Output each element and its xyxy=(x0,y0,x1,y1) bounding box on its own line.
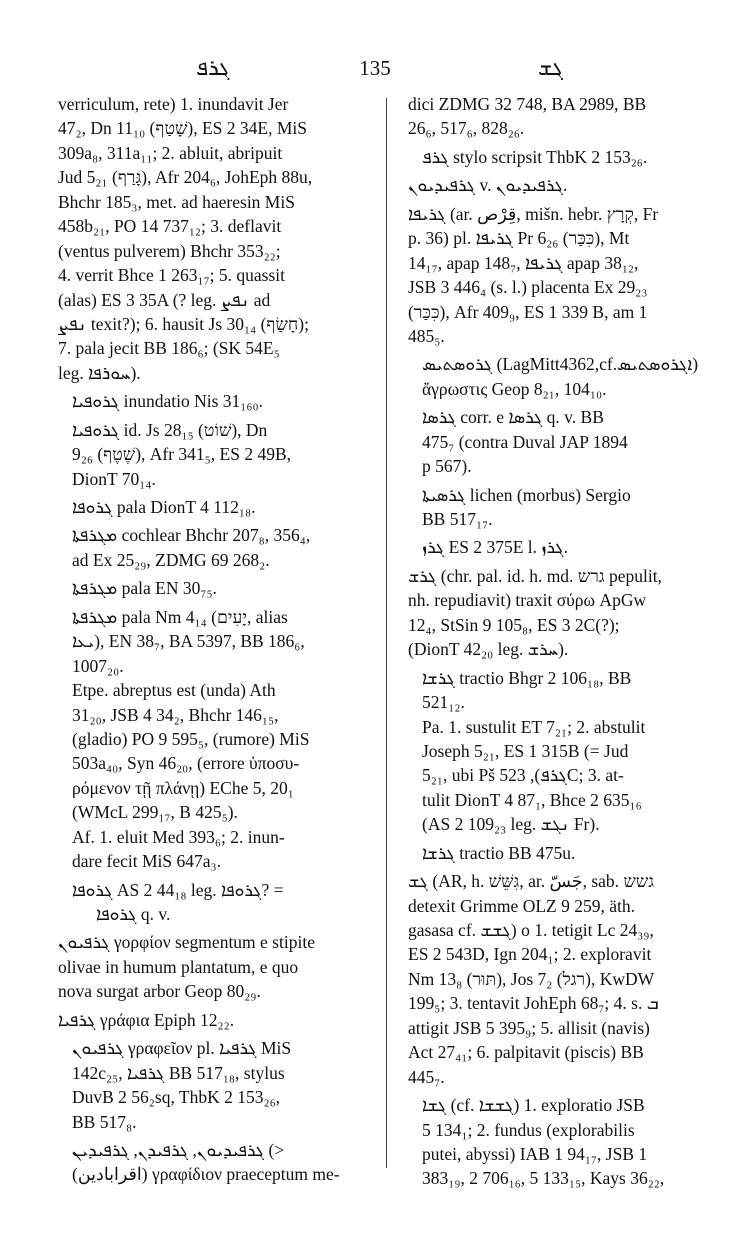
text-line: ܓܪܘܦܝܐ inundatio Nis 31₁₆₀. xyxy=(72,391,263,412)
text-line: ܓܪܘܦܝܐ id. Js 28₁₅ (שׁוֹט), Dn xyxy=(72,419,268,440)
text-line: ܓܫ (AR, h. גִּשֵּׁשׁ, ar. جَسّ, sab. גשש xyxy=(408,871,654,892)
text-line: (اقرابادين) γραφίδιον praeceptum me- xyxy=(72,1164,340,1185)
text-line: ES 2 543D, Ign 204₁; 2. exploravit xyxy=(408,944,652,965)
text-line: Jud 5₂₁ (גָּרַף), Afr 204₆, JohEph 88u, xyxy=(58,167,313,188)
text-line: ܓܪܦܝܐ γράφια Epiph 12₂₂. xyxy=(58,1009,235,1030)
text-line: ܓܪܫ (chr. pal. id. h. md. גרש pepulit, xyxy=(408,565,662,586)
text-line: 5₂₁, ubi Pš ܓܪܦ), 523C; 3. at- xyxy=(422,765,624,786)
text-line: Pa. 1. sustulit ET 7₂₁; 2. abstulit xyxy=(422,716,646,737)
text-line: 12₄, StSin 9 105₈, ES 3 2C(?); xyxy=(408,614,620,635)
text-line: (כִּכַּר), Afr 409₉, ES 1 339 B, am 1 xyxy=(408,301,648,322)
text-line: ܓܪܣܝܬܐ lichen (morbus) Sergio xyxy=(422,484,631,505)
text-line: ܢܦܨ texit?); 6. hausit Js 30₁₄ (חָשַׂף); xyxy=(58,313,309,334)
right-column xyxy=(408,92,714,1191)
text-line: 31₂₀, JSB 4 34₂, Bhchr 146₁₅, xyxy=(72,704,279,725)
text-line: tulit DionT 4 87₁, Bhce 2 635₁₆ xyxy=(422,789,642,810)
text-line: DionT 70₁₄. xyxy=(72,468,156,489)
text-line: 475₇ (contra Duval JAP 1894 xyxy=(422,431,628,452)
text-line: 14₁₇, apap 148₇, ܓܪܝܦܐ apap 38₁₂, xyxy=(408,252,639,273)
text-line: ܓܪܦܝܘܢ γραφεῖον pl. ܓܪܦܝܐ MiS xyxy=(72,1038,292,1059)
text-line: ܓܪܣܐ corr. e ܓܪܣܐ q. v. BB xyxy=(422,407,604,428)
text-line: dare fecit MiS 647a₃. xyxy=(72,851,221,872)
text-line: nh. repudiavit) traxit σύρω ApGw xyxy=(408,590,647,611)
text-line: ܓܪܝܦܐ (ar. قِرْص, mišn. hebr. קְרָץ, Fr xyxy=(408,203,659,224)
text-line: ܡܓܪܦܬܐ pala Nm 4₁₄ (יָעִים, alias xyxy=(72,606,288,627)
text-line: Af. 1. eluit Med 393₆; 2. inun- xyxy=(72,826,285,847)
text-line: ܓܪܙ ES 2 375E l. ܓܪܙ. xyxy=(422,537,568,558)
text-line: p 567). xyxy=(422,456,472,477)
text-line: ܓܪܘܦܐ AS 2 44₁₈ leg. ܓܪܘܦܐ? = xyxy=(72,879,284,900)
text-line: Bhchr 185₃, met. ad haeresin MiS xyxy=(58,191,295,212)
text-line: 458b₂₁, PO 14 737₁₂; 3. deflavit xyxy=(58,216,282,237)
left-column xyxy=(58,92,370,1187)
text-line: Nm 13₈ (תּוּר), Jos 7₂ (רגל), KwDW xyxy=(408,968,655,989)
text-line: Act 27₄₁; 6. palpitavit (piscis) BB xyxy=(408,1042,644,1063)
text-line: (DionT 42₂₀ leg. ܚܪܫ). xyxy=(408,639,569,660)
page-number: 135 xyxy=(359,56,391,80)
header-left-word: ܓܪܦ xyxy=(196,56,230,81)
text-line: ad Ex 25₂₉, ZDMG 69 268₂. xyxy=(72,549,270,570)
text-line: detexit Grimme OLZ 9 259, äth. xyxy=(408,895,635,916)
text-line: ܓܪܘܦܐ q. v. xyxy=(96,904,171,924)
text-line: 199₅; 3. tentavit JohEph 68₇; 4. s. ܒ xyxy=(408,993,659,1014)
text-line: 309a₈, 311a₁₁; 2. abluit, abripuit xyxy=(58,142,283,163)
text-line: DuvB 2 56₂sq, ThbK 2 153₂₆, xyxy=(72,1087,281,1108)
text-line: (WMcL 299₁₇, B 425₅). xyxy=(72,802,238,823)
text-line: ܓܪܫܐ tractio BB 475u. xyxy=(422,842,576,863)
text-line: ܓܪܫܐ tractio Bhgr 2 106₁₈, BB xyxy=(422,667,632,688)
text-line: (AS 2 109₂₃ leg. ܢܓܫ Fr). xyxy=(422,814,600,835)
text-line: BB 517₁₇. xyxy=(422,509,493,529)
text-line: 1007₂₀. xyxy=(72,655,124,676)
text-line: Etpe. abreptus est (unda) Ath xyxy=(72,680,276,701)
text-line: ρόμενον τῇ πλάνῃ) EChe 5, 20₁ xyxy=(72,777,294,798)
text-line: 5 134₁; 2. fundus (explorabilis xyxy=(422,1119,635,1140)
text-line: p. 36) pl. ܓܪܝܦܐ Pr 6₂₆ (כִּכַּר), Mt xyxy=(408,228,630,249)
text-line: 26₆, 517₆, 828₂₆. xyxy=(408,118,525,139)
text-line: olivae in humum plantatum, e quo xyxy=(58,956,299,977)
text-line: ܓܪܘܣܬܝܣ (LagMitt4362,cf.ܐܓܪܘܣܬܝܣ) xyxy=(422,354,699,375)
text-line: 445₇. xyxy=(408,1066,445,1087)
text-line: ܓܪܦܝܕܝܘܢ v. ܓܪܦܝܕܝܘܢ. xyxy=(408,175,568,196)
text-line: 142c₂₅, ܓܪܦܝܐ BB 517₁₈, stylus xyxy=(72,1062,285,1083)
text-line: nova surgat arbor Geop 80₂₉. xyxy=(58,981,261,1002)
text-line: putei, abyssi) IAB 1 94₁₇, JSB 1 xyxy=(422,1143,648,1164)
text-line: (ventus pulverem) Bhchr 353₂₂; xyxy=(58,240,281,261)
text-line: dici ZDMG 32 748, BA 2989, BB xyxy=(408,94,647,114)
text-line: ܡܓܪܦܬܐ pala EN 30₇₅. xyxy=(72,578,217,599)
text-line: ܓܪܘܦܐ pala DionT 4 112₁₈. xyxy=(72,497,256,517)
text-line: (alas) ES 3 35A (? leg. ܢܦܨ ad xyxy=(58,289,271,310)
header-right-word: ܓܫ xyxy=(538,56,564,81)
text-line: 383₁₉, 2 706₁₆, 5 133₁₅, Kays 36₂₂, xyxy=(422,1168,665,1189)
text-line: (gladio) PO 9 595₅, (rumore) MiS xyxy=(72,728,310,749)
column-divider xyxy=(386,98,387,1168)
text-line: 485₅. xyxy=(408,325,445,346)
text-line: ܡܓܪܦܬܐ cochlear Bhchr 207₈, 356₄, xyxy=(72,525,311,546)
text-line: JSB 3 446₄ (s. l.) placenta Ex 29₂₃ xyxy=(408,277,648,298)
text-line: ܓܪܦ stylo scripsit ThbK 2 153₂₆. xyxy=(422,146,648,167)
text-line: BB 517₈. xyxy=(72,1111,137,1132)
text-line: 521₁₂. xyxy=(422,692,465,713)
text-line: verriculum, rete) 1. inundavit Jer xyxy=(58,94,289,114)
text-line: ܓܫܐ (cf. ܓܫܫܐ) 1. exploratio JSB xyxy=(422,1095,645,1116)
text-line: 9₂₆ (שֶׁטֶף), Afr 341₅, ES 2 49B, xyxy=(72,444,292,465)
text-line: Joseph 5₂₁, ES 1 315B (= Jud xyxy=(422,740,629,761)
text-line: leg. ܚܘܪܦܐ). xyxy=(58,362,141,383)
text-line: ܓܪܦܝܕܝܘܢ, ܓܪܦܝܕܢ, ܓܪܦܝܕܝܢ (> xyxy=(72,1139,285,1160)
text-line: 7. pala jecit BB 186₆; (SK 54E₅ xyxy=(58,338,280,359)
text-line: gasasa cf. ܓܫܫ) o 1. tetigit Lc 24₃₉, xyxy=(408,920,654,940)
text-line: 4. verrit Bhce 1 263₁₇; 5. quassit xyxy=(58,265,286,286)
text-line: attigit JSB 5 395₉; 5. allisit (navis) xyxy=(408,1017,650,1038)
text-line: ܓܪܦܝܘܢ γορφίον segmentum e stipite xyxy=(58,932,315,953)
text-line: 47₂, Dn 11₁₀ (שָׁטַף), ES 2 34E, MiS xyxy=(58,118,308,139)
page-header xyxy=(0,50,750,90)
text-line: 503a₄₀, Syn 46₂₀, (errore ὑποσυ- xyxy=(72,753,300,774)
text-line: ܝܥܐ), EN 38₇, BA 5397, BB 186₆, xyxy=(72,631,305,652)
text-line: ἄγρωστις Geop 8₂₁, 104₁₀. xyxy=(422,378,607,399)
